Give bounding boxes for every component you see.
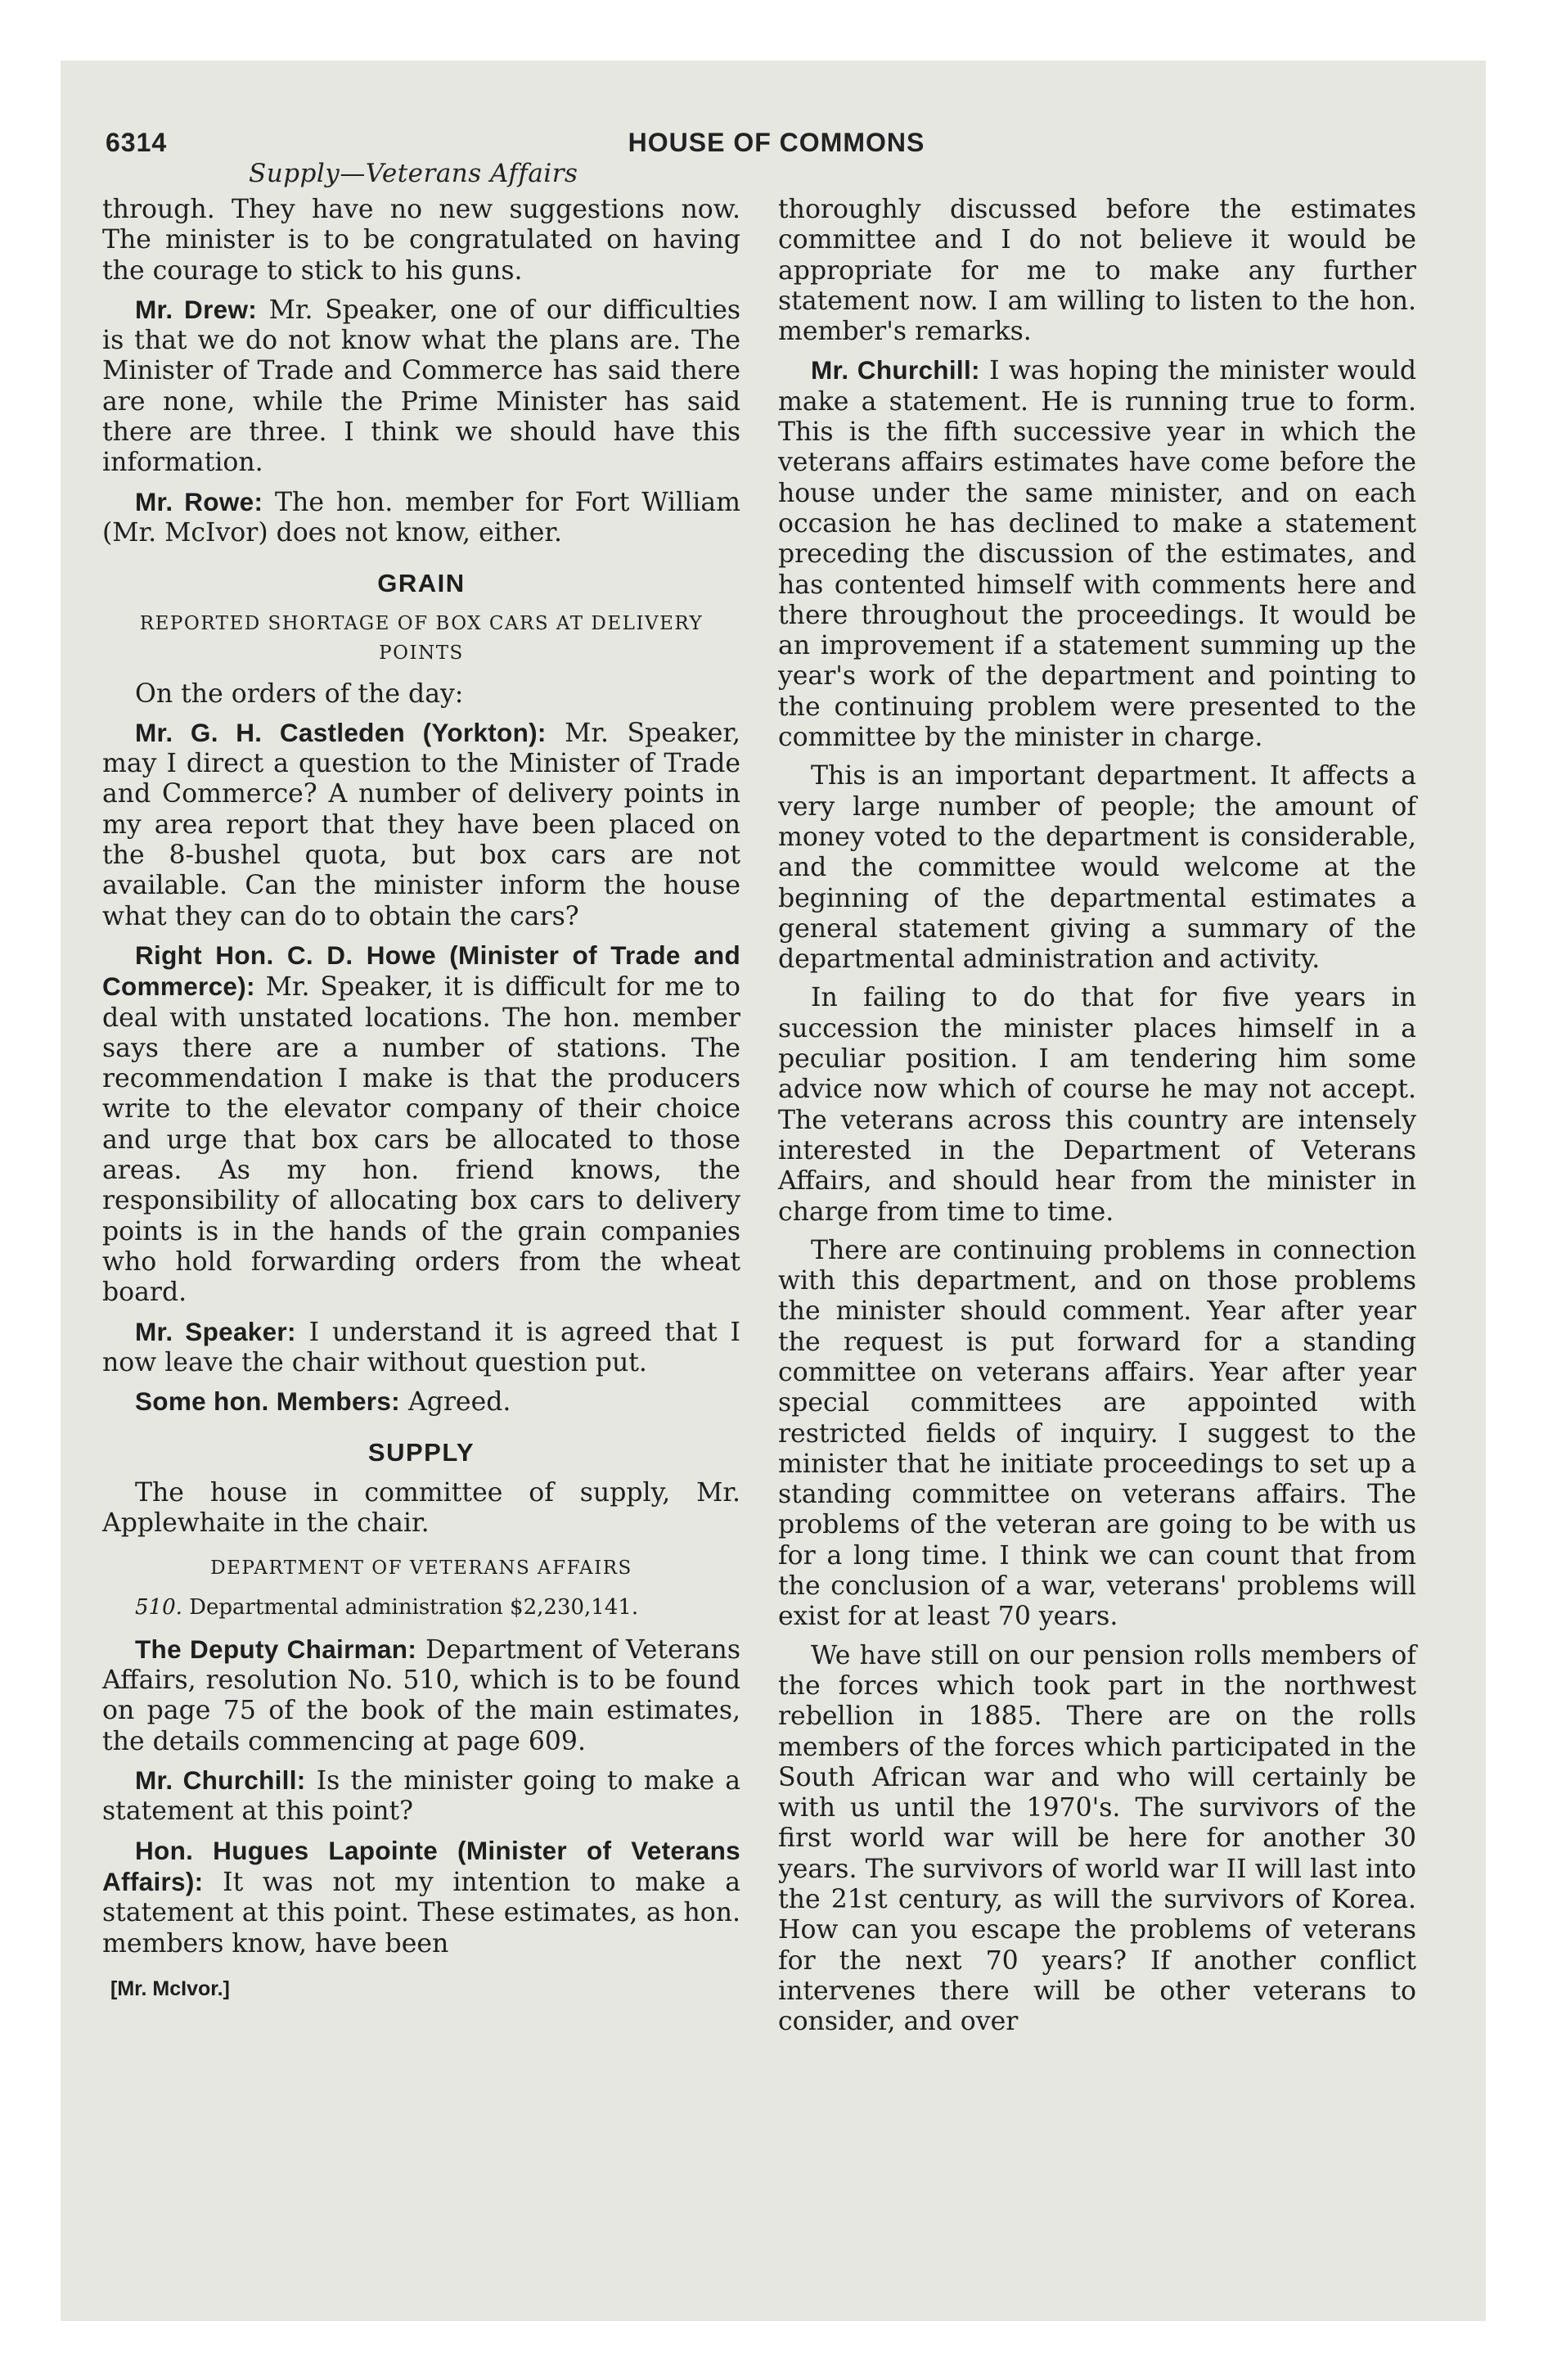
speech-churchill	[778, 355, 1416, 753]
speaker-name: Mr. G. H. Castleden (Yorkton):	[135, 717, 547, 747]
speech-rowe	[102, 487, 740, 549]
speech-text: Mr. Speaker, it is difficult for me to deal with unstated locations. The hon. member says there are a number of stations. The recommendation I make is that the producers write to the elevator company of their choice and urge that box cars be allocated to those areas. As my hon. friend knows, the responsibility of allocating box cars to delivery points is in the hands of the grain companies who hold forwarding orders from the wheat board.	[102, 972, 740, 1308]
footer-reference: [Mr. McIvor.]	[110, 1977, 230, 2000]
right-column	[778, 195, 1416, 2046]
speech-text: I was hoping the minister would make a statement. He is running true to form. This is the fifth successive year in which the veterans affairs estimates have come before the house under the same minister, and on each occasion he has declined to make a statement preceding the discussion of the estimates, and has contented himself with comments here and there throughout the proceedings. It would be an improvement if a statement summing up the year's work of the department and pointing to the continuing problem were presented to the committee by the minister in charge.	[778, 356, 1416, 753]
orders-of-day: On the orders of the day:	[135, 678, 464, 709]
left-column	[102, 195, 740, 2004]
page-sheet	[61, 61, 1486, 2321]
speaker-name: Some hon. Members:	[135, 1386, 400, 1417]
estimate-item	[102, 1593, 740, 1623]
speech-drew	[102, 295, 740, 479]
item-number: 510.	[135, 1594, 182, 1620]
department-heading: DEPARTMENT OF VETERANS AFFAIRS	[210, 1557, 632, 1580]
supply-heading: SUPPLY	[367, 1438, 475, 1467]
speech-text: The hon. member for Fort William (Mr. McIvor) does not know, either.	[102, 487, 740, 548]
speech-deputy-chairman	[102, 1634, 740, 1757]
speech-members	[102, 1386, 740, 1418]
speaker-name: Mr. Rowe:	[135, 486, 263, 516]
speech-howe	[102, 940, 740, 1309]
grain-heading: GRAIN	[377, 569, 466, 598]
paragraph: The house in committee of supply, Mr. Applewhaite in the chair.	[102, 1477, 740, 1538]
speech-speaker	[102, 1317, 740, 1379]
speaker-name: Mr. Churchill:	[135, 1765, 306, 1796]
section-subheader: Supply—Veterans Affairs	[249, 159, 578, 188]
grain-subtitle: REPORTED SHORTAGE OF BOX CARS AT DELIVERY POINTS	[139, 612, 704, 664]
speech-churchill	[102, 1765, 740, 1828]
speech-lapointe	[102, 1836, 740, 1959]
page-title: HOUSE OF COMMONS	[628, 128, 925, 157]
item-text: Departmental administration $2,230,141.	[182, 1594, 639, 1620]
speech-text: Mr. Speaker, may I direct a question to the Minister of Trade and Commerce? A number of delivery points in my area report that they have been placed on the 8-bushel quota, but box cars are not available. Can the minister inform the house what they can do to obtain the cars?	[102, 718, 740, 931]
speaker-name: Mr. Drew:	[135, 294, 258, 324]
speech-text: Agreed.	[399, 1387, 511, 1418]
paragraph: This is an important department. It affects a very large number of people; the amount of money voted to the department is considerable, and the committee would welcome at the beginning of the departmental estimates a general statement giving a summary of the departmental administration and activity.	[778, 761, 1416, 975]
speaker-name: The Deputy Chairman:	[135, 1634, 417, 1664]
speech-text: Mr. Speaker, one of our difficulties is that we do not know what the plans are. The Minister of Trade and Commerce has said there are none, while the Prime Minister has said there are three. I think we should have this information.	[102, 295, 740, 478]
speaker-name: Hon. Hugues Lapointe (Minister of Veterans Affairs):	[102, 1835, 740, 1896]
speaker-name: Right Hon. C. D. Howe (Minister of Trade and Commerce):	[102, 940, 740, 1002]
speech-text: Is the minister going to make a statement at this point?	[102, 1766, 740, 1827]
speech-text: I understand it is agreed that I now leave the chair without question put.	[102, 1317, 740, 1377]
speaker-name: Mr. Churchill:	[811, 355, 980, 385]
paragraph: through. They have no new suggestions now. The minister is to be congratulated on having the courage to stick to his guns.	[102, 195, 740, 286]
paragraph: There are continuing problems in connection with this department, and on those problems the minister should comment. Year after year the request is put forward for a standing committee on veterans affairs. Year after year special committees are appointed with restricted fields of inquiry. I suggest to the minister that he initiate proceedings to set up a standing committee on veterans affairs. The problems of the veteran are going to be with us for a long time. I think we can count that from the conclusion of a war, veterans' problems will exist for at least 70 years.	[778, 1235, 1416, 1632]
speech-text: Department of Veterans Affairs, resolution No. 510, which is to be found on page 75 of the book of the main estimates, the details commencing at page 609.	[102, 1634, 741, 1756]
paragraph: In failing to do that for five years in succession the minister places himself in a peculiar position. I am tendering him some advice now which of course he may not accept. The veterans across this country are intensely interested in the Department of Veterans Affairs, and should hear from the minister in charge from time to time.	[778, 983, 1416, 1227]
speech-castleden	[102, 718, 740, 932]
speaker-name: Mr. Speaker:	[135, 1316, 296, 1346]
speech-text: It was not my intention to make a statement at this point. These estimates, as hon. members know, have been	[102, 1867, 740, 1959]
paragraph: We have still on our pension rolls members of the forces which took part in the northwest rebellion in 1885. There are on the rolls members of the forces which participated in the South African war and who will certainly be with us until the 1970's. The survivors of the first world war will be here for another 30 years. The survivors of world war II will last into the 21st century, as will the survivors of Korea. How can you escape the problems of veterans for the next 70 years? If another conflict intervenes there will be other veterans to consider, and over	[778, 1640, 1416, 2037]
page-number: 6314	[106, 128, 168, 157]
paragraph: thoroughly discussed before the estimates committee and I do not believe it would be appropriate for me to make any further statement now. I am willing to listen to the hon. member's remarks.	[778, 195, 1416, 347]
